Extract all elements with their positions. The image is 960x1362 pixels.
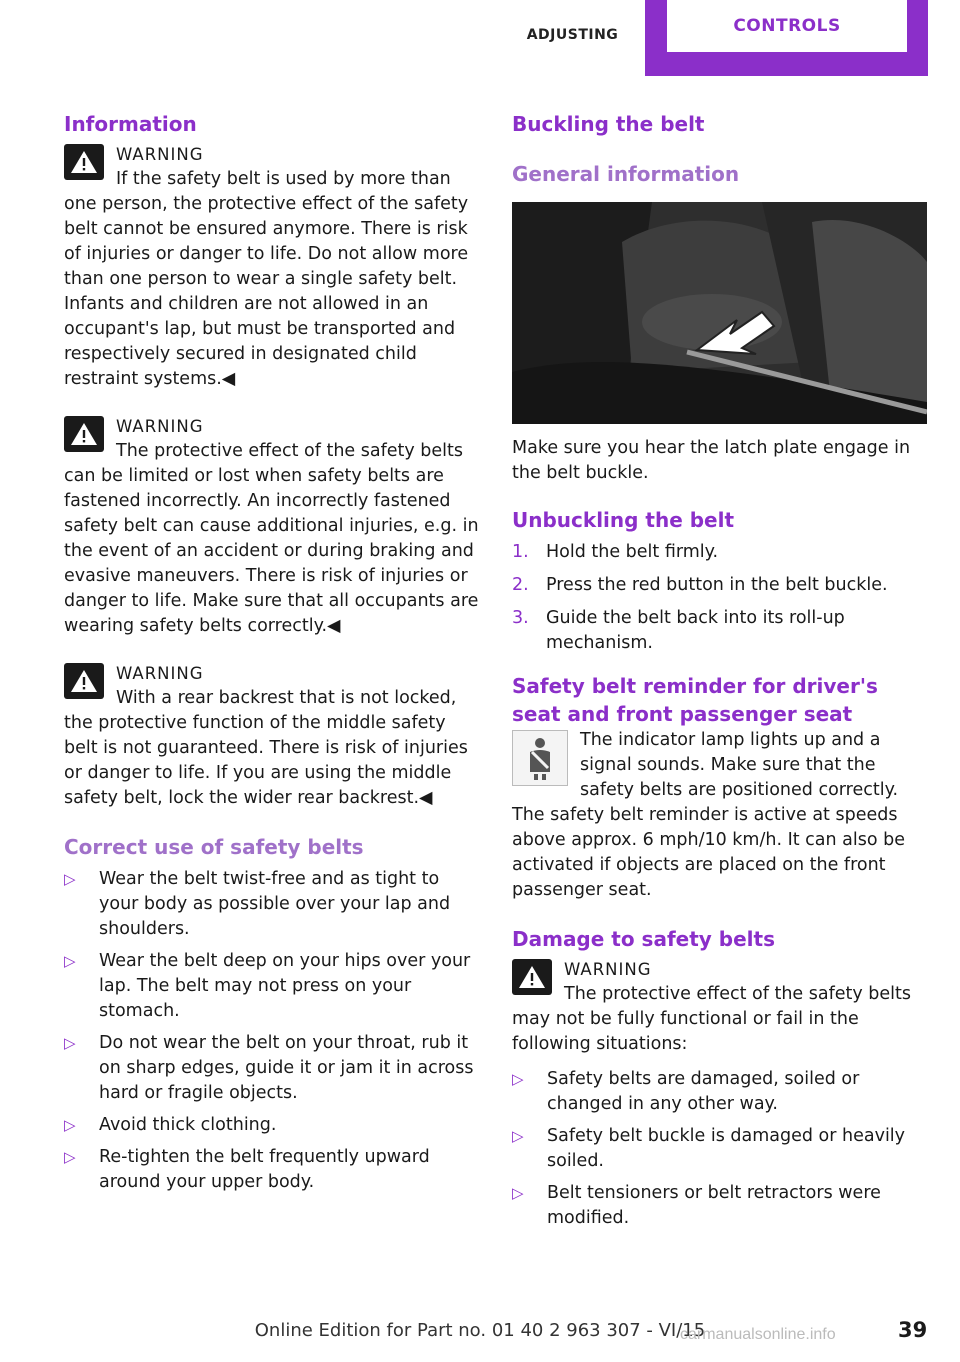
heading-information: Information [64,112,197,136]
warning-block-2 [64,414,479,639]
tab-adjusting[interactable]: ADJUSTING [526,27,619,43]
heading-buckling: Buckling the belt [512,112,705,136]
subheading-general-information: General information [512,162,740,186]
warning-text: The protective effect of the safety belts can be limited or lost when safety belts are fastened incorrectly. An incorrectly fastened safety belt can cause additional injuries, e.g. in the event of an accident or during braking and evasive maneuvers. There is risk of injuries or danger to life. Make sure that all occupants are wearing safety belts correctly.◀ [64,441,479,636]
seatbelt-indicator-icon [512,730,568,786]
warning-label: WARNING [116,664,204,683]
list-item: ▷ Wear the belt deep on your hips over your lap. The belt may not press on your stomach. [64,949,479,1024]
warning-text: With a rear backrest that is not locked, the protective function of the middle safety belt is not guaranteed. There is risk of injuries or danger to life. If you are using the middle safety belt, lock the wider rear backrest.◀ [64,688,468,808]
list-item: ▷ Do not wear the belt on your throat, rub it on sharp edges, guide it or jam it in across hard or fragile objects. [64,1031,479,1106]
heading-unbuckling: Unbuckling the belt [512,508,735,532]
list-item: ▷ Re-tighten the belt frequently upward around your upper body. [64,1145,479,1195]
warning-triangle-icon [512,959,552,995]
step-number: 1. [512,542,529,562]
watermark: carmanualsonline.info [680,1326,836,1343]
seat-belt-photo [512,202,927,424]
step-number: 3. [512,608,529,628]
damage-list [512,1067,927,1231]
warning-triangle-icon [64,663,104,699]
step-text: Guide the belt back into its roll-up mechanism. [546,608,845,653]
right-column [512,110,927,1238]
reminder-block [512,728,927,903]
tab-controls[interactable] [645,0,928,76]
warning-block-1 [64,142,479,392]
warning-text: The protective effect of the safety belts may not be fully functional or fail in the following situations: [512,984,912,1054]
heading-belt-reminder: Safety belt reminder for driver's seat and front passenger seat [512,674,878,726]
warning-triangle-icon [64,144,104,180]
warning-triangle-icon [64,416,104,452]
step-number: 2. [512,575,529,595]
list-item [512,573,927,598]
warning-label: WARNING [564,960,652,979]
list-item [512,606,927,656]
reminder-text: The indicator lamp lights up and a signal sounds. Make sure that the safety belts are positioned correctly. The safety belt reminder is active at speeds above approx. 6 mph/10 km/h. It can also be activated if objects are placed on the front passenger seat. [512,730,906,900]
warning-block-3 [64,661,479,811]
list-item: ▷ Wear the belt twist-free and as tight to your body as possible over your lap and shoulders. [64,867,479,942]
step-text: Hold the belt firmly. [546,542,719,562]
damage-warning-block [512,957,927,1057]
tab-controls-label: CONTROLS [667,0,907,52]
correct-use-list [64,867,479,1195]
list-item: ▷ Avoid thick clothing. [64,1113,479,1138]
heading-correct-use: Correct use of safety belts [64,835,364,859]
unbuckling-steps [512,540,927,656]
list-item: ▷ Safety belts are damaged, soiled or changed in any other way. [512,1067,927,1117]
edition-text: Online Edition for Part no. 01 40 2 963 307 - VI/15 [254,1320,706,1341]
list-item: ▷ Belt tensioners or belt retractors were modified. [512,1181,927,1231]
page-number: 39 [898,1318,928,1342]
left-column [64,110,479,1202]
heading-damage: Damage to safety belts [512,927,775,951]
warning-label: WARNING [116,145,204,164]
step-text: Press the red button in the belt buckle. [546,575,888,595]
warning-text: If the safety belt is used by more than one person, the protective effect of the safety belt cannot be ensured anymore. There is risk of injuries or danger to life. Do not allow more than one person to wear a single safety belt. Infants and children are not allowed in an occupant's lap, but must be transported and respectively secured in designated child restraint systems.◀ [64,169,469,389]
list-item: ▷ Safety belt buckle is damaged or heavily soiled. [512,1124,927,1174]
list-item [512,540,927,565]
buckling-text: Make sure you hear the latch plate engage in the belt buckle. [512,438,911,483]
page-header [0,0,960,76]
warning-label: WARNING [116,417,204,436]
